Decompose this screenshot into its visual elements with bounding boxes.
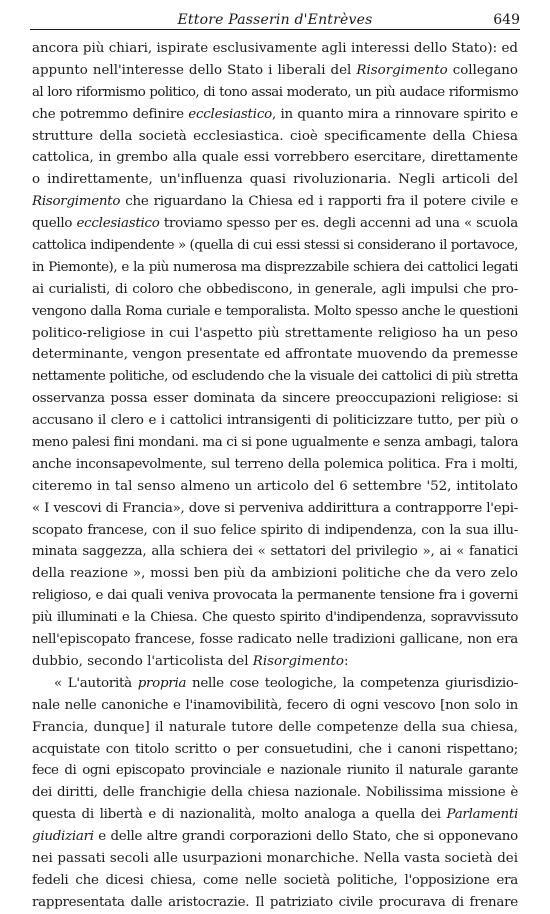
quote-line: rappresentata dalle aristocrazie. Il patriziato civile procurava di frenare	[32, 894, 518, 910]
text-line: accusano il clero e i cattolici intransigenti di politicizzare tutto, per più o	[32, 413, 518, 429]
quote-line: nei passati secoli alle usurpazioni monarchiche. Nella vasta società dei	[32, 850, 518, 866]
text-line: dubbio, secondo l'articolista del Risorgimento:	[32, 653, 349, 669]
text-line: anche inconsapevolmente, sul terreno della polemica politica. Fra i molti,	[32, 456, 518, 472]
text-line: politico-religiose in cui l'aspetto più strettamente religioso ha un peso	[32, 325, 518, 341]
text-line: cattolica, in grembo alla quale essi vorrebbero esercitare, direttamente	[32, 150, 518, 166]
text-line: religioso, e dai quali veniva provocata la permanente tensione fra i governi	[32, 588, 518, 604]
text-line: più illuminati e la Chiesa. Che questo spirito d'indipendenza, sopravvissuto	[32, 610, 518, 626]
text-line: citeremo in tal senso almeno un articolo del 6 settembre '52, intitolato	[32, 478, 518, 494]
quote-line: dei diritti, delle franchigie della chiesa nazionale. Nobilissima missione è	[32, 785, 518, 801]
text-line: determinante, vengon presentate ed affrontate muovendo da premesse	[32, 347, 518, 363]
text-line: in Piemonte), e la più numerosa ma disprezzabile schiera dei cattolici legati	[32, 259, 518, 275]
page-number: 649	[493, 12, 520, 28]
text-line: osservanza possa esser dominata da sincere preoccupazioni religiose: si	[32, 391, 518, 407]
text-line: che potremmo definire ecclesiastico, in quanto mira a rinnovare spirito e	[32, 106, 518, 122]
quote-line: « L'autorità propria nelle cose teologiche, la competenza giurisdizio-	[54, 675, 518, 691]
text-line: Risorgimento che riguardano la Chiesa ed i rapporti fra il potere civile e	[32, 194, 518, 210]
text-line: minata saggezza, alla schiera dei « settatori del privilegio », ai « fanatici	[32, 544, 518, 560]
text-line: meno palesi fini mondani. ma ci si pone ugualmente e senza ambagi, talora	[32, 435, 518, 451]
header-rule	[30, 29, 520, 30]
quote-line: acquistate con titolo scritto o per consuetudini, che i canoni rispettano;	[32, 741, 518, 757]
running-title: Ettore Passerin d'Entrèves	[177, 12, 373, 28]
quote-line: giudiziari e delle altre grandi corporazioni dello Stato, che si opponevano	[32, 829, 518, 845]
text-line: nettamente politiche, od escludendo che la visuale dei cattolici di più stretta	[32, 369, 518, 385]
text-line: « I vescovi di Francia», dove si perveniva addirittura a contrapporre l'epi-	[32, 500, 518, 516]
quote-line: fedeli che dicesi chiesa, come nelle società politiche, l'opposizione era	[32, 872, 518, 888]
running-head	[30, 8, 520, 30]
quote-line: questa di libertà e di nazionalità, molto analoga a quella dei Parlamenti	[32, 807, 518, 823]
text-line: ancora più chiari, ispirate esclusivamente agli interessi dello Stato): ed	[32, 41, 518, 56]
quote-line: Francia, dunque] il naturale tutore delle competenze della sua chiesa,	[32, 719, 518, 735]
text-line: o indirettamente, un'influenza quasi rivoluzionaria. Negli articoli del	[32, 172, 518, 188]
quote-line: fece di ogni episcopato provinciale e nazionale riunito il naturale garante	[32, 763, 518, 779]
text-line: cattolica indipendente » (quella di cui essi stessi si considerano il portavoce,	[32, 238, 518, 254]
text-line: ai curialisti, di coloro che obbediscono, in generale, agli impulsi che pro-	[32, 281, 518, 297]
text-line: quello ecclesiastico troviamo spesso per es. degli accenni ad una « scuola	[32, 216, 518, 232]
text-line: strutture della società ecclesiastica. cioè specificamente della Chiesa	[32, 128, 518, 144]
text-line: della reazione », mossi ben più da ambizioni politiche che da vero zelo	[32, 566, 518, 582]
text-line: al loro riformismo politico, di tono assai moderato, un più audace riformismo	[32, 84, 518, 100]
text-line: scopato francese, con il suo felice spirito di indipendenza, con la sua illu-	[32, 522, 518, 538]
text-line: appunto nell'interesse dello Stato i liberali del Risorgimento collegano	[32, 62, 518, 78]
body-text	[32, 38, 518, 914]
text-line: nell'episcopato francese, fosse radicato nelle tradizioni gallicane, non era	[32, 632, 518, 648]
quote-line: nale nelle canoniche e l'inamovibilità, fecero di ogni vescovo [non solo in	[32, 697, 518, 713]
text-line: vengono dalla Roma curiale e temporalista. Molto spesso anche le questioni	[32, 303, 518, 319]
